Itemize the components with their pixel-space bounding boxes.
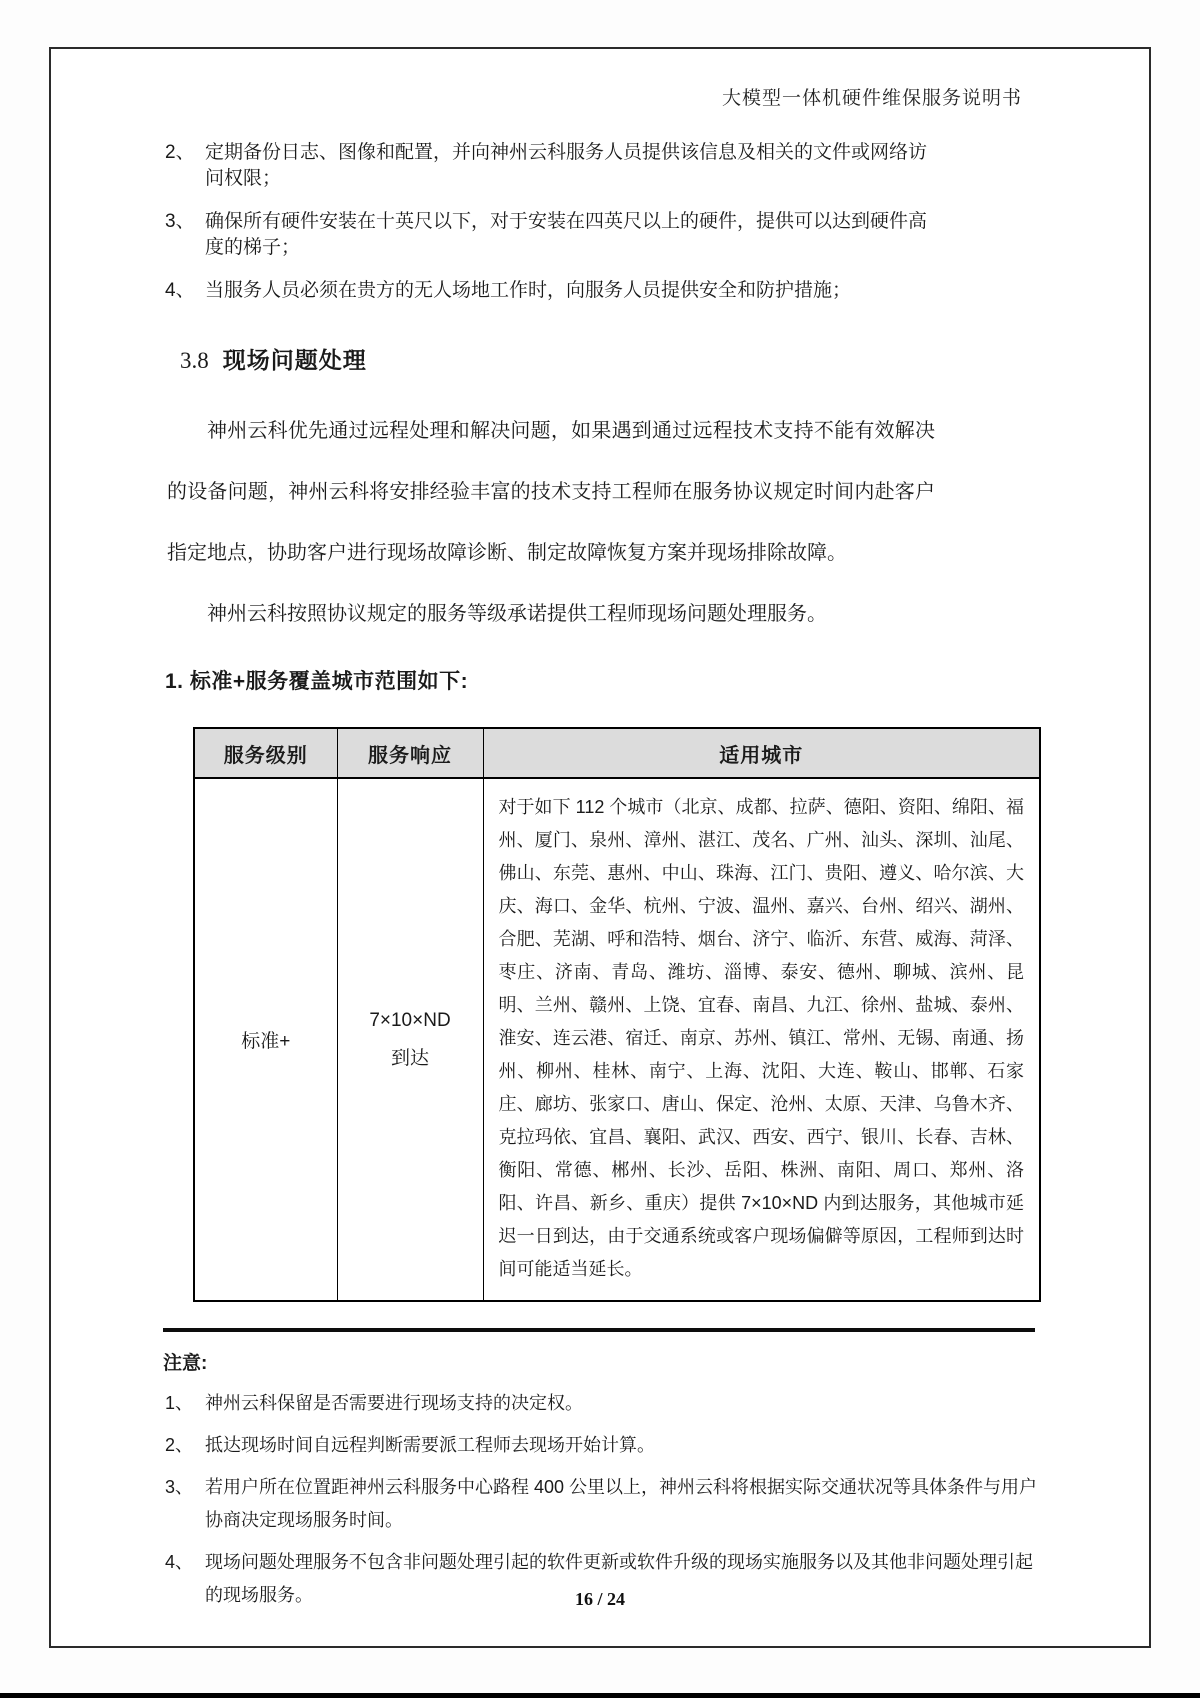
note-text: 抵达现场时间自远程判断需要派工程师去现场开始计算。 [205,1435,655,1455]
table-row [194,778,1040,1301]
section-number: 3.8 [180,348,209,373]
list-item [165,209,935,261]
service-response-line1: 7×10×ND [369,1009,451,1031]
table-header-row [194,728,1040,778]
list-item [165,140,935,192]
item-number: 2、 [165,142,195,163]
page-number: 16 / 24 [574,1589,625,1609]
header-title: 大模型一体机硬件维保服务说明书 [721,88,1022,109]
item-text: 当服务人员必须在贵方的无人场地工作时，向服务人员提供安全和防护措施； [205,280,852,301]
cell-cities: 对于如下 112 个城市（北京、成都、拉萨、德阳、资阳、绵阳、福州、厦门、泉州、漳州、湛江、茂名、广州、汕头、深圳、汕尾、佛山、东莞、惠州、中山、珠海、江门、贵阳、遵义、哈尔滨、大庆、海口、金华、杭州、宁波、温州、嘉兴、台州、绍兴、湖州、合肥、芜湖、呼和浩特、烟台、济宁、临沂、东营、威海、菏泽、枣庄、济南、青岛、潍坊、淄博、泰安、德州、聊城、滨州、昆明、兰州、赣州、上饶、宜春、南昌、九江、徐州、盐城、泰州、淮安、连云港、宿迁、南京、苏州、镇江、常州、无锡、南通、扬州、柳州、桂林、南宁、上海、沈阳、大连、鞍山、邯郸、石家庄、廊坊、张家口、唐山、保定、沧州、太原、天津、乌鲁木齐、克拉玛依、宜昌、襄阳、武汉、西安、西宁、银川、长春、吉林、衡阳、常德、郴州、长沙、岳阳、株洲、南阳、周口、郑州、洛阳、许昌、新乡、重庆）提供 7×10×ND 内到达服务，其他城市延迟一日到达，由于交通系统或客户现场偏僻等原因，工程师到达时间可能适当延长。 [483,778,1040,1301]
note-number: 2、 [165,1435,194,1455]
note-number: 1、 [165,1393,194,1413]
item-text: 确保所有硬件安装在十英尺以下，对于安装在四英尺以上的硬件，提供可以达到硬件高度的梯子； [205,211,928,258]
item-number: 3、 [165,211,195,232]
coverage-table [193,727,1041,1302]
cell-service-level: 标准+ [194,778,337,1301]
notes-list [165,1387,1149,1612]
note-text: 现场问题处理服务不包含非问题处理引起的软件更新或软件升级的现场实施服务以及其他非问题处理引起的现场服务。 [205,1552,1033,1605]
column-header-cities: 适用城市 [483,728,1040,778]
service-response-line2: 到达 [390,1047,429,1069]
page-frame [49,47,1151,1648]
item-number: 4、 [165,280,195,301]
note-text: 若用户所在位置距神州云科服务中心路程 400 公里以上，神州云科将根据实际交通状况等具体条件与用户协商决定现场服务时间。 [205,1477,1038,1530]
intro-list [165,140,935,304]
note-number: 3、 [165,1477,194,1497]
divider-rule [163,1328,1035,1332]
note-item [165,1429,1149,1462]
note-item [165,1471,1149,1537]
section-title: 现场问题处理 [222,347,367,373]
sub-heading: 1. 标准+服务覆盖城市范围如下: [165,670,469,693]
paragraph: 神州云科按照协议规定的服务等级承诺提供工程师现场问题处理服务。 [207,603,827,625]
bottom-edge-strip [0,1693,1200,1698]
item-text: 定期备份日志、图像和配置，并向神州云科服务人员提供该信息及相关的文件或网络访问权限； [205,142,928,189]
paragraph: 神州云科优先通过远程处理和解决问题，如果遇到通过远程技术支持不能有效解决的设备问题，神州云科将安排经验丰富的技术支持工程师在服务协议规定时间内赴客户指定地点，协助客户进行现场故障诊断、制定故障恢复方案并现场排除故障。 [167,420,935,564]
cell-service-response [337,778,483,1301]
note-text: 神州云科保留是否需要进行现场支持的决定权。 [205,1393,583,1413]
list-item [165,278,935,304]
section-heading [180,342,1149,375]
notes-label: 注意: [163,1353,208,1374]
note-item [165,1387,1149,1420]
column-header-service-level: 服务级别 [194,728,337,778]
note-number: 4、 [165,1552,194,1572]
column-header-service-response: 服务响应 [337,728,483,778]
